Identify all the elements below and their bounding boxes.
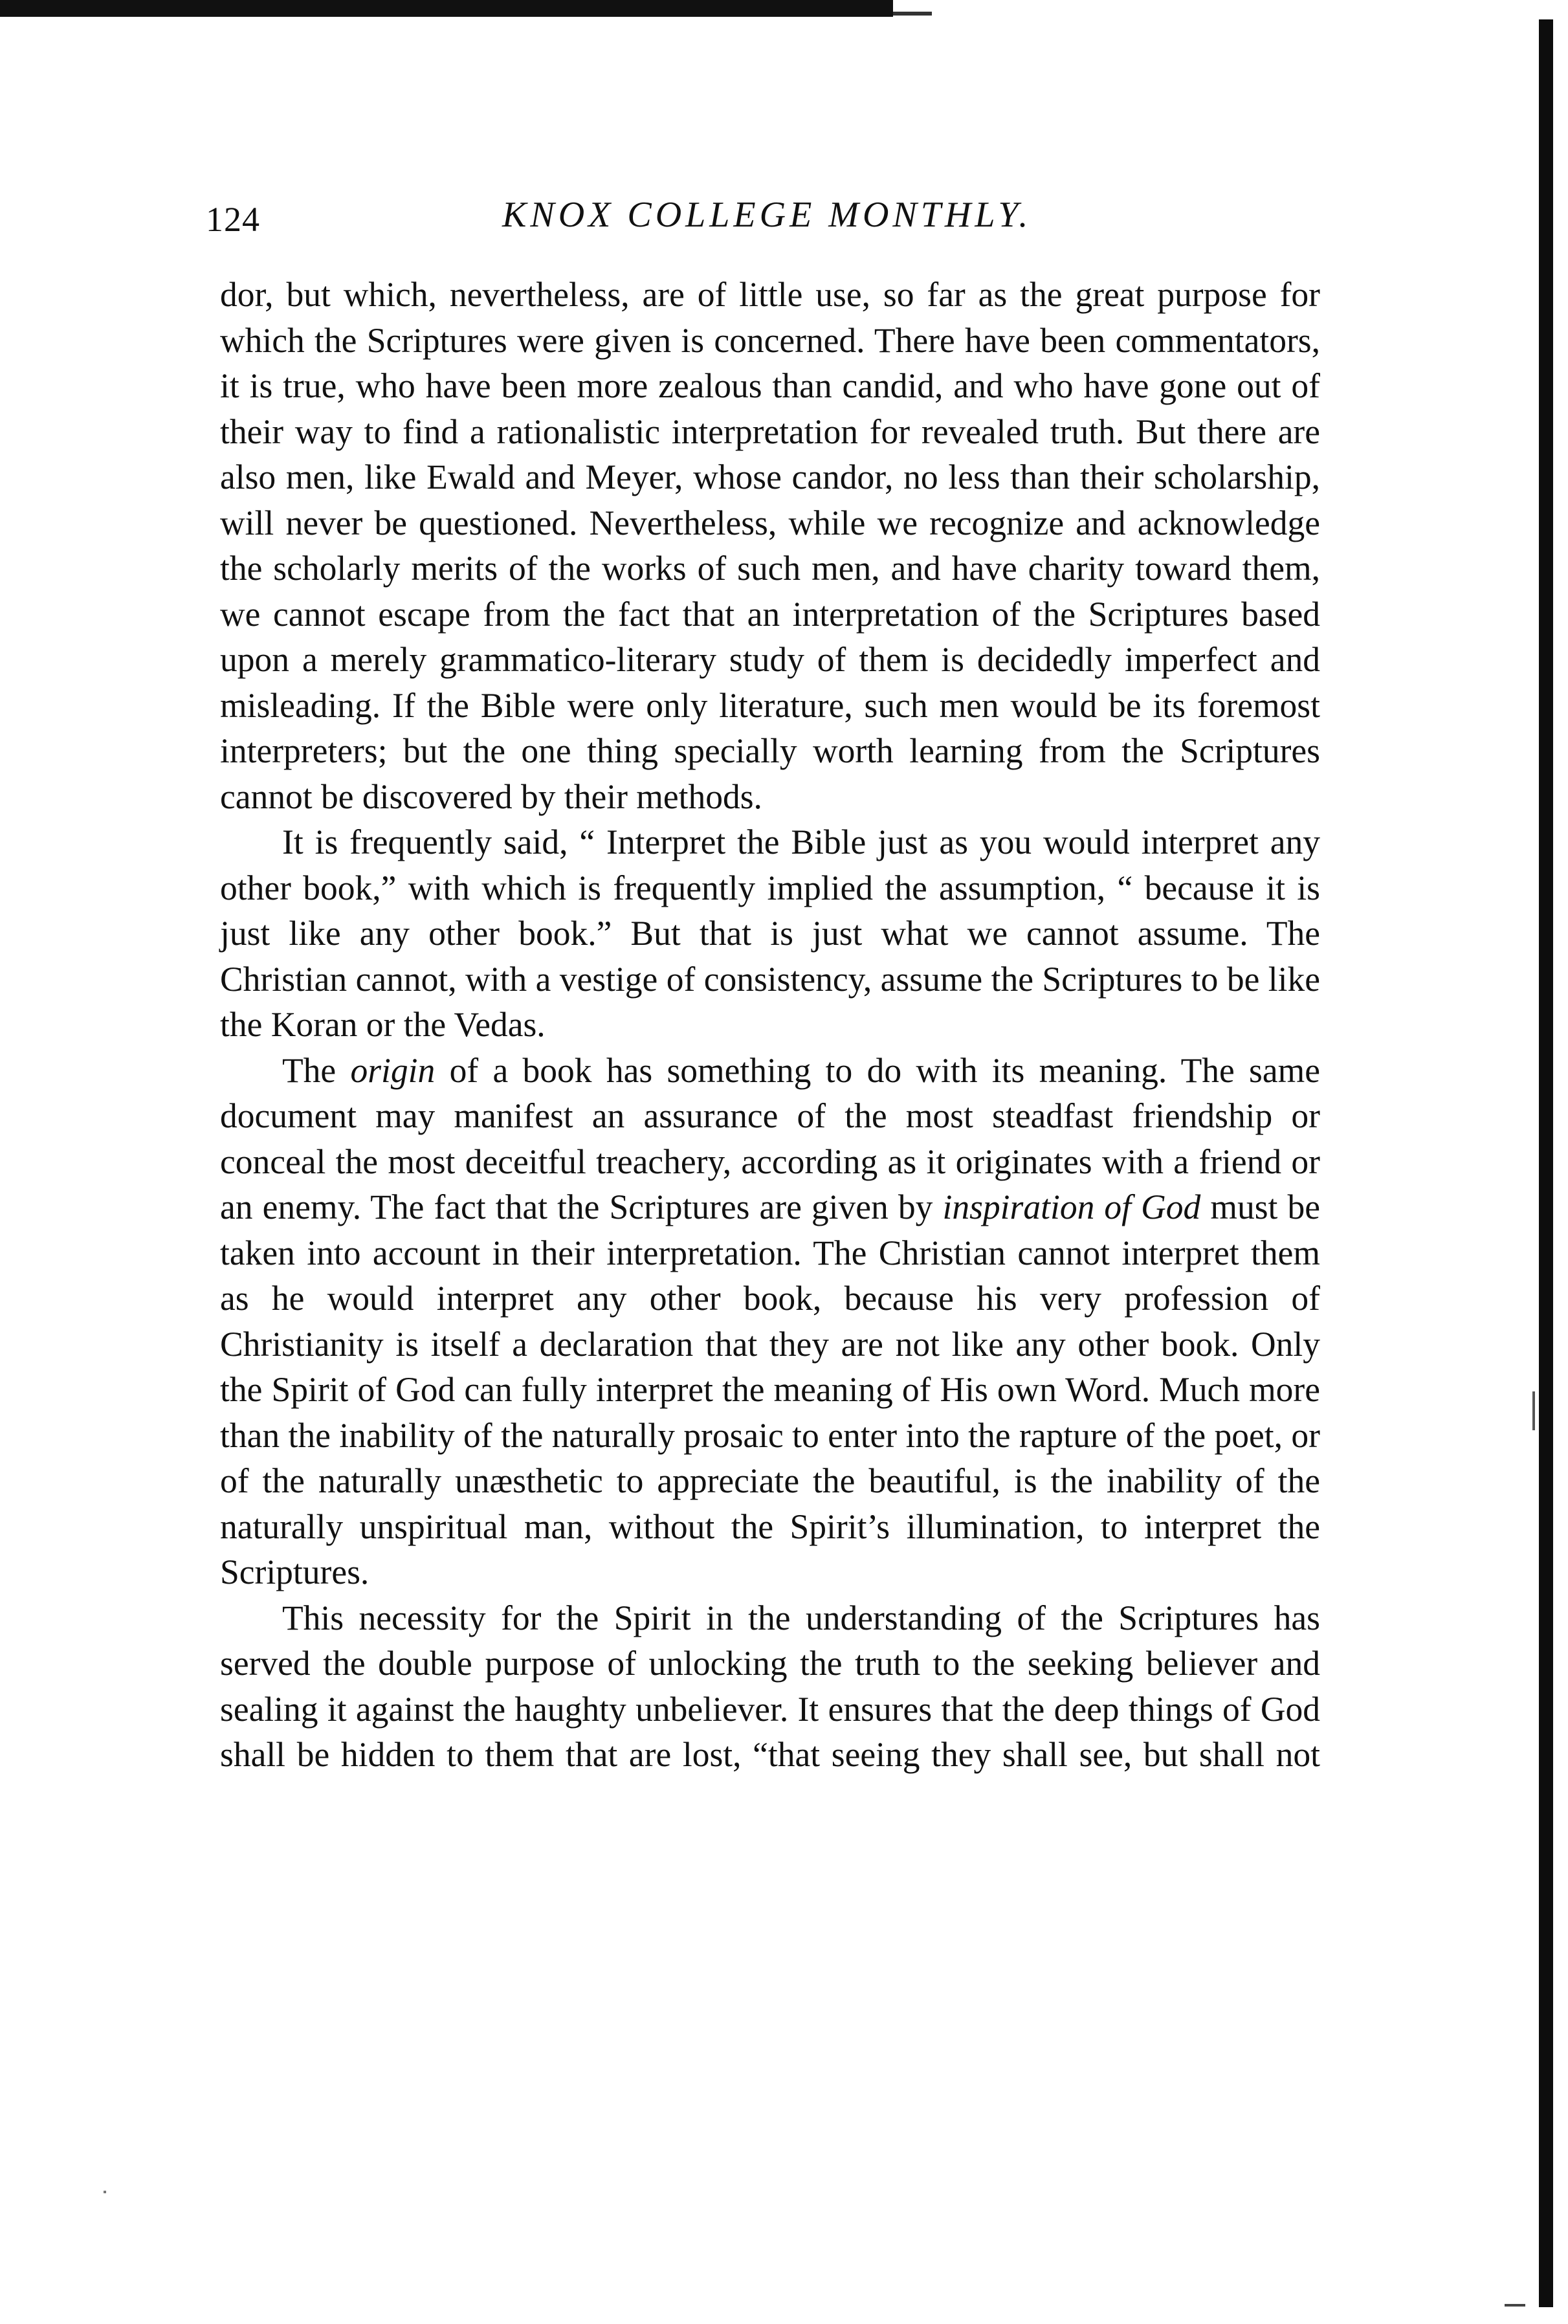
paragraph-4 — [220, 1595, 1320, 1778]
emphasis-origin: origin — [350, 1050, 436, 1090]
journal-title: KNOX COLLEGE MONTHLY. — [502, 195, 1032, 235]
paragraph-3-text-b: of a book has something to do with its meaning. The same document may manifest an assurance of the most steadfast friendship or conceal the most deceitful treachery, according as it originates with a friend or an enemy. The fact that the Scriptures are given by — [220, 1050, 1320, 1226]
emphasis-inspiration: inspiration of God — [942, 1188, 1201, 1226]
paragraph-3 — [220, 1048, 1320, 1595]
scan-border-right — [1539, 19, 1553, 2307]
scan-border-top-tail — [893, 12, 932, 16]
body-text — [220, 272, 1320, 1778]
paragraph-3-text-a: The — [282, 1050, 351, 1090]
scan-speck — [104, 2191, 106, 2193]
scan-mark — [1532, 1391, 1535, 1430]
paragraph-1-text: dor, but which, nevertheless, are of little use, so far as the great purpose for which the Scriptures were given is concerned. There have been commentators, it is true, who have been more zealous than candid, and who have gone out of their way to find a rationalistic interpretation for revealed truth. But there are also men, like Ewald and Meyer, whose candor, no less than their scholarship, will never be questioned. Nevertheless, while we recognize and acknowledge the scholarly merits of the works of such men, and have charity toward them, we cannot escape from the fact that an interpretation of the Scriptures based upon a merely grammatico-literary study of them is decidedly imperfect and misleading. If the Bible were only literature, such men would be its foremost interpreters; but the one thing specially worth learning from the Scriptures cannot be discovered by their methods. — [220, 275, 1320, 816]
paragraph-1 — [220, 272, 1320, 819]
page-number: 124 — [206, 200, 260, 239]
paragraph-2-text: It is frequently said, “ Interpret the Bible just as you would interpret any other book,” with which is frequently implied the assumption, “ because it is just like any other book.” But that is just what we cannot assume. The Christian cannot, with a vestige of consistency, assume the Scriptures to be like the Koran or the Vedas. — [220, 823, 1320, 1044]
scan-border-top — [0, 0, 893, 17]
paragraph-2 — [220, 819, 1320, 1048]
paragraph-4-text: This necessity for the Spirit in the understanding of the Scriptures has served the double purpose of unlocking the truth to the seeking believer and sealing it against the haughty unbeliever. It ensures that the deep things of God shall be hidden to them that are lost, “that seeing they shall see, but shall not — [220, 1598, 1320, 1774]
paragraph-3-text-c: must be taken into account in their interpretation. The Christian cannot interpret them as he would interpret any other book, because his very profession of Christianity is itself a declaration that they are not like any other book. Only the Spirit of God can fully interpret the meaning of His own Word. Much more than the inability of the naturally prosaic to enter into the rapture of the poet, or of the naturally unæsthetic to appreciate the beautiful, is the inability of the naturally unspiritual man, without the Spirit’s illumination, to interpret the Scriptures. — [220, 1188, 1320, 1591]
running-head — [206, 194, 1320, 252]
scan-dash-mark — [1505, 2304, 1525, 2307]
